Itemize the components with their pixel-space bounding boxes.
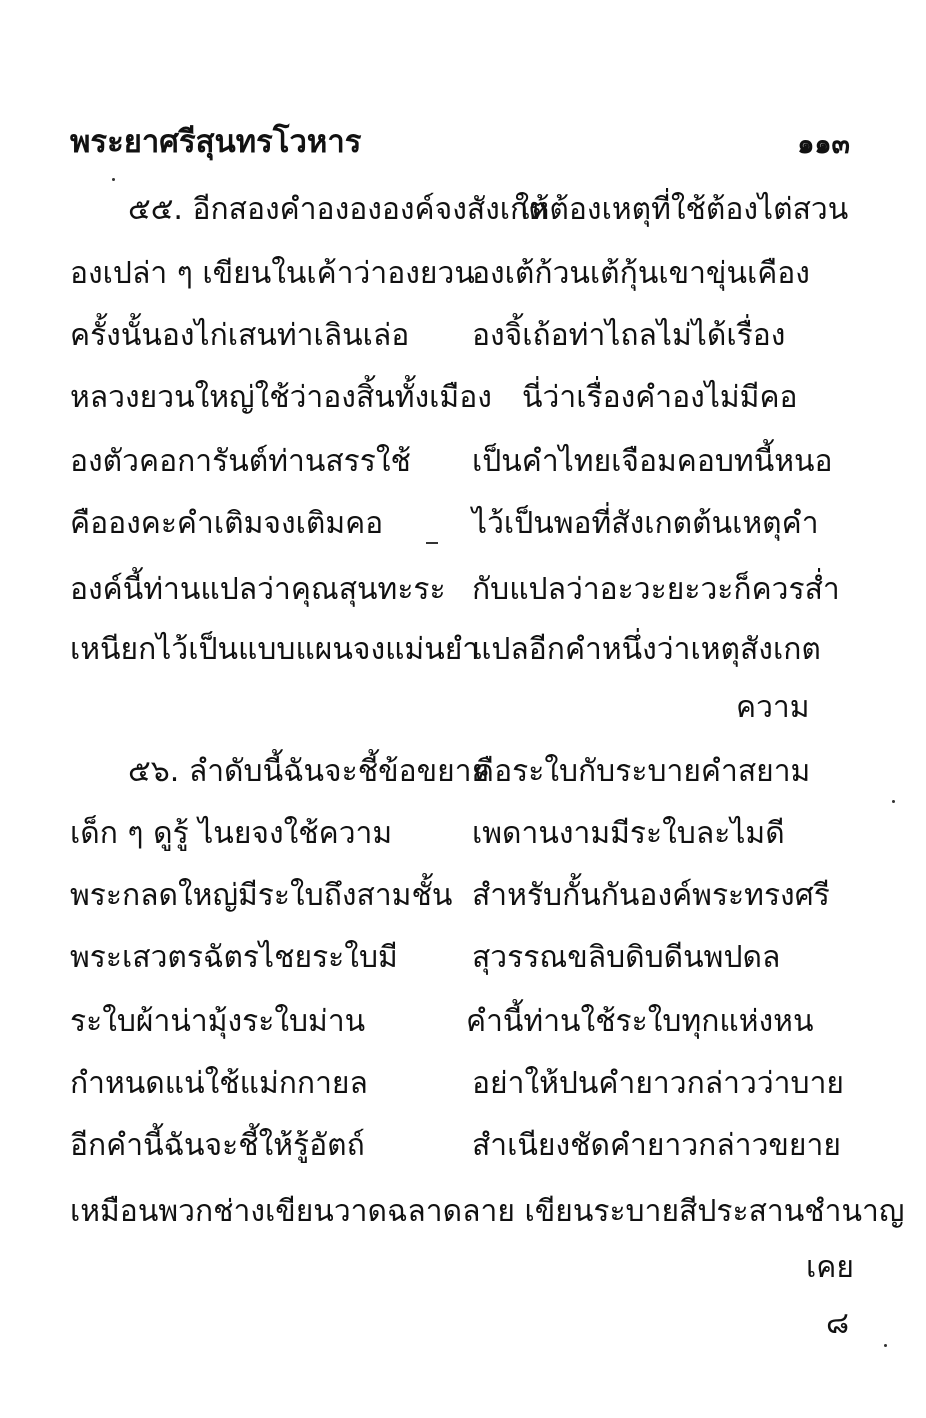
verse-line xyxy=(70,1060,860,1108)
verse-line xyxy=(70,934,860,982)
continuation-word: ความ xyxy=(736,690,810,725)
scan-speck xyxy=(892,800,895,803)
verse-line xyxy=(70,566,860,614)
verse-first-half: พระกลดใหญ่มีระใบถึงสามชั้น xyxy=(70,878,453,913)
signature-mark: ๘ xyxy=(826,1306,850,1341)
verse-first-half: องค์นี้ท่านแปลว่าคุณสุนทะระ xyxy=(70,572,446,607)
verse-first-half: ระใบผ้าน่ามุ้งระใบม่าน xyxy=(70,1004,366,1039)
scan-speck xyxy=(112,178,115,181)
verse-full-text: เหมือนพวกช่างเขียนวาดฉลาดลาย เขียนระบายสีประสานชำนาญ xyxy=(70,1194,905,1229)
verse-second-half: สำหรับกั้นกันองค์พระทรงศรี xyxy=(472,878,830,913)
verse-second-half: ไว้เป็นพอที่สังเกตต้นเหตุคำ xyxy=(472,506,819,541)
verse-first-half: ๕๕. อีกสองคำองององค์จงสังเกต xyxy=(128,192,548,227)
verse-second-half: องเต้ก้วนเต้กุ้นเขาขุ่นเคือง xyxy=(472,256,810,291)
scan-speck xyxy=(884,1344,887,1347)
verse-first-half: องเปล่า ๆ เขียนในเค้าว่าองยวน xyxy=(70,256,475,291)
verse-second-half: เป็นคำไทยเจือมคอบทนี้หนอ xyxy=(472,444,833,479)
verse-line xyxy=(70,250,860,298)
verse-second-half: สุวรรณขลิบดิบดีนพปดล xyxy=(472,940,781,975)
page-number: ๑๑๓ xyxy=(797,129,850,160)
verse-second-half: อย่าให้ปนคำยาวกล่าวว่าบาย xyxy=(472,1066,844,1101)
running-title: พระยาศรีสุนทรโวหาร xyxy=(70,124,362,160)
verse-line xyxy=(70,810,860,858)
verse-line xyxy=(70,500,860,548)
verse-first-half: กำหนดแน่ใช้แม่กกายล xyxy=(70,1066,368,1101)
verse-second-half: คือระใบกับระบายคำสยาม xyxy=(474,754,811,789)
verse-line xyxy=(70,998,860,1046)
verse-second-half: แปลอีกคำหนึ่งว่าเหตุสังเกต xyxy=(472,632,821,667)
verse-second-half: คำนี้ท่านใช้ระใบทุกแห่งหน xyxy=(466,1004,814,1039)
verse-second-half: องจิ้เถ้อท่าไถลไม่ได้เรื่อง xyxy=(472,318,786,353)
verse-line xyxy=(70,872,860,920)
verse-line xyxy=(70,186,860,234)
verse-first-half: ครั้งนั้นองไก่เสนท่าเลินเล่อ xyxy=(70,318,410,353)
verse-line xyxy=(70,374,860,422)
verse-first-half: เด็ก ๆ ดูรู้ ไนยจงใช้ความ xyxy=(70,816,393,851)
verse-first-half: คือองคะคำเติมจงเติมคอ xyxy=(70,506,384,541)
verse-first-half: หลวงยวนใหญ่ใช้ว่าองสิ้นทั้งเมือง xyxy=(70,380,492,415)
verse-second-half: สำเนียงชัดคำยาวกล่าวขยาย xyxy=(472,1128,841,1163)
verse-line xyxy=(70,626,860,674)
verse-second-half: ให้ต้องเหตุที่ใช้ต้องไต่สวน xyxy=(515,192,849,227)
verse-first-half: องตัวคอการันต์ท่านสรรใช้ xyxy=(70,444,411,479)
verse-first-half: ๕๖. ลำดับนี้ฉันจะชี้ข้อขยาย xyxy=(128,754,490,789)
verse-second-half: เพดานงามมีระใบละไมดี xyxy=(472,816,785,851)
verse-line xyxy=(70,438,860,486)
running-head xyxy=(70,116,870,160)
verse-line xyxy=(70,748,860,796)
verse-first-half: เหนียกไว้เป็นแบบแผนจงแม่นยำ xyxy=(70,632,480,667)
verse-line xyxy=(70,1122,860,1170)
verse-second-half: กับแปลว่าอะวะยะวะก็ควรส่ำ xyxy=(472,572,840,607)
verse-line xyxy=(70,312,860,360)
verse-first-half: อีกคำนี้ฉันจะชี้ให้รู้อัตถ์ xyxy=(70,1128,365,1163)
verse-second-half: นี่ว่าเรื่องคำองไม่มีคอ xyxy=(522,380,798,415)
verse-line-full xyxy=(70,1188,905,1236)
continuation-word: เคย xyxy=(806,1250,854,1285)
verse-first-half: พระเสวตรฉัตรไชยระใบมี xyxy=(70,940,398,975)
scan-speck xyxy=(426,542,438,544)
